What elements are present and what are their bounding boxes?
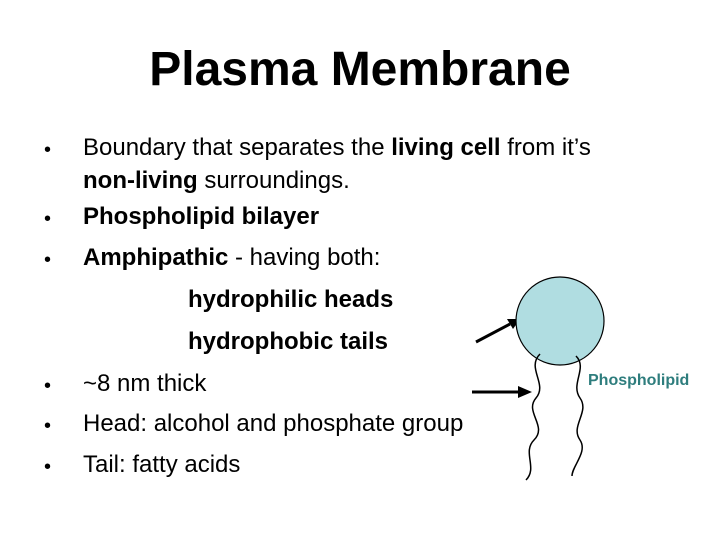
bullet-marker: • [44, 415, 52, 437]
arrow-to-tails [472, 386, 532, 398]
bullet-marker: • [44, 456, 52, 478]
text-segment: surroundings. [197, 167, 350, 194]
bold-term-amphipathic: Amphipathic [83, 244, 229, 271]
bullet-boundary-line2 [83, 166, 350, 196]
bullet-amphipathic [83, 243, 380, 273]
text-segment: from it’s [500, 134, 591, 161]
sub-item-hydrophobic-tails: hydrophobic tails [188, 328, 389, 355]
text-segment: - having both: [228, 244, 381, 271]
bullet-phospholipid-bilayer: Phospholipid bilayer [83, 203, 320, 230]
phospholipid-head [516, 277, 604, 365]
slide-title: Plasma Membrane [149, 43, 571, 96]
bullet-head: Head: alcohol and phosphate group [83, 410, 464, 437]
bullet-marker: • [44, 375, 52, 397]
bold-term-living-cell: living cell [391, 134, 501, 161]
bold-term-non-living: non-living [83, 167, 198, 194]
phospholipid-tail-right [572, 356, 583, 476]
bullet-boundary-line1 [83, 133, 591, 163]
arrow-to-head [476, 319, 520, 342]
phospholipid-tail-left [526, 354, 540, 480]
bullet-marker: • [44, 139, 52, 161]
bullet-marker: • [44, 249, 52, 271]
bullet-tail: Tail: fatty acids [83, 451, 241, 478]
text-segment: Boundary that separates the [83, 134, 392, 161]
sub-item-hydrophilic-heads: hydrophilic heads [188, 286, 394, 313]
bullet-thickness: ~8 nm thick [83, 370, 207, 397]
phospholipid-label: Phospholipid [588, 372, 690, 389]
bullet-marker: • [44, 208, 52, 230]
